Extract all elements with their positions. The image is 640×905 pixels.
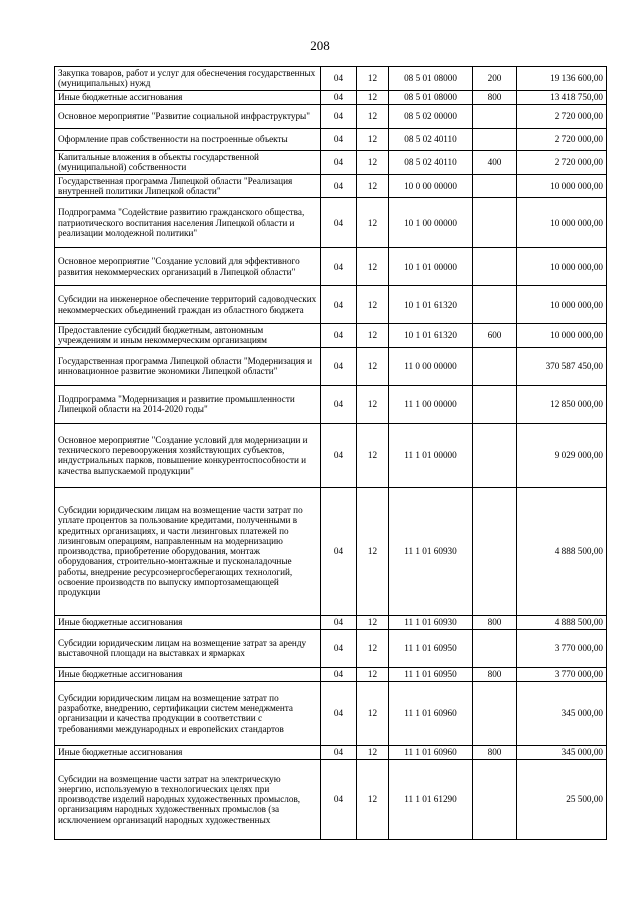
ved-code-cell: 04 bbox=[321, 104, 357, 128]
table-row bbox=[55, 150, 607, 174]
amount-cell: 3 770 000,00 bbox=[517, 629, 607, 667]
ved-code-cell: 04 bbox=[321, 745, 357, 759]
budget-table bbox=[54, 66, 607, 840]
table-row bbox=[55, 629, 607, 667]
amount-cell: 2 720 000,00 bbox=[517, 150, 607, 174]
table-row bbox=[55, 174, 607, 198]
target-article-cell: 11 1 01 61290 bbox=[389, 759, 473, 839]
subsection-code-cell: 12 bbox=[357, 681, 389, 745]
row-name-cell: Субсидии юридическим лицам на возмещение затрат за аренду выставочной площади на выставках и ярмарках bbox=[55, 629, 321, 667]
table-row bbox=[55, 90, 607, 104]
row-name-cell: Иные бюджетные ассигнования bbox=[55, 615, 321, 629]
subsection-code-cell: 12 bbox=[357, 286, 389, 324]
expense-type-cell bbox=[473, 174, 517, 198]
subsection-code-cell: 12 bbox=[357, 487, 389, 615]
table-row bbox=[55, 198, 607, 248]
amount-cell: 25 500,00 bbox=[517, 759, 607, 839]
row-name-cell: Основное мероприятие "Создание условий для эффективного развития некоммерческих организаций в Липецкой области" bbox=[55, 248, 321, 286]
target-article-cell: 11 1 00 00000 bbox=[389, 385, 473, 423]
subsection-code-cell: 12 bbox=[357, 174, 389, 198]
row-name-cell: Субсидии на возмещение части затрат на электрическую энергию, используемую в технологических целях при производстве изделий народных художественных промыслов, организациям народных художественных промыслов (за исключением организаций народных художественных bbox=[55, 759, 321, 839]
target-article-cell: 10 1 01 00000 bbox=[389, 248, 473, 286]
row-name-cell: Подпрограмма "Содействие развитию гражданского общества, патриотического воспитания населения Липецкой области и реализации молодежной политики" bbox=[55, 198, 321, 248]
expense-type-cell: 800 bbox=[473, 90, 517, 104]
row-name-cell: Основное мероприятие "Создание условий для модернизации и технического перевооружения хозяйствующих субъектов, индустриальных парков, повышение конкурентоспособности и качества выпускаемой продукции" bbox=[55, 423, 321, 487]
target-article-cell: 11 1 01 60950 bbox=[389, 629, 473, 667]
ved-code-cell: 04 bbox=[321, 487, 357, 615]
ved-code-cell: 04 bbox=[321, 150, 357, 174]
amount-cell: 9 029 000,00 bbox=[517, 423, 607, 487]
table-row bbox=[55, 681, 607, 745]
row-name-cell: Предоставление субсидий бюджетным, автономным учреждениям и иным некоммерческим организациям bbox=[55, 324, 321, 348]
target-article-cell: 08 5 01 08000 bbox=[389, 90, 473, 104]
target-article-cell: 08 5 02 40110 bbox=[389, 150, 473, 174]
expense-type-cell: 800 bbox=[473, 745, 517, 759]
ved-code-cell: 04 bbox=[321, 286, 357, 324]
ved-code-cell: 04 bbox=[321, 347, 357, 385]
table-row bbox=[55, 347, 607, 385]
subsection-code-cell: 12 bbox=[357, 745, 389, 759]
expense-type-cell bbox=[473, 759, 517, 839]
target-article-cell: 08 5 02 00000 bbox=[389, 104, 473, 128]
subsection-code-cell: 12 bbox=[357, 667, 389, 681]
amount-cell: 10 000 000,00 bbox=[517, 198, 607, 248]
expense-type-cell bbox=[473, 423, 517, 487]
target-article-cell: 11 0 00 00000 bbox=[389, 347, 473, 385]
subsection-code-cell: 12 bbox=[357, 104, 389, 128]
table-row bbox=[55, 487, 607, 615]
amount-cell: 10 000 000,00 bbox=[517, 174, 607, 198]
table-row bbox=[55, 248, 607, 286]
target-article-cell: 11 1 01 60960 bbox=[389, 681, 473, 745]
amount-cell: 345 000,00 bbox=[517, 745, 607, 759]
subsection-code-cell: 12 bbox=[357, 150, 389, 174]
table-row bbox=[55, 423, 607, 487]
amount-cell: 2 720 000,00 bbox=[517, 104, 607, 128]
ved-code-cell: 04 bbox=[321, 248, 357, 286]
subsection-code-cell: 12 bbox=[357, 324, 389, 348]
ved-code-cell: 04 bbox=[321, 128, 357, 150]
amount-cell: 4 888 500,00 bbox=[517, 615, 607, 629]
ved-code-cell: 04 bbox=[321, 615, 357, 629]
subsection-code-cell: 12 bbox=[357, 347, 389, 385]
subsection-code-cell: 12 bbox=[357, 128, 389, 150]
ved-code-cell: 04 bbox=[321, 629, 357, 667]
expense-type-cell bbox=[473, 681, 517, 745]
amount-cell: 3 770 000,00 bbox=[517, 667, 607, 681]
table-row bbox=[55, 67, 607, 91]
amount-cell: 4 888 500,00 bbox=[517, 487, 607, 615]
table-row bbox=[55, 385, 607, 423]
amount-cell: 370 587 450,00 bbox=[517, 347, 607, 385]
target-article-cell: 10 0 00 00000 bbox=[389, 174, 473, 198]
amount-cell: 10 000 000,00 bbox=[517, 286, 607, 324]
row-name-cell: Иные бюджетные ассигнования bbox=[55, 90, 321, 104]
table-row bbox=[55, 128, 607, 150]
table-row bbox=[55, 759, 607, 839]
row-name-cell: Субсидии юридическим лицам на возмещение затрат по разработке, внедрению, сертификации систем менеджмента организации и качества продукции в соответствии с требованиями международных и европейских стандартов bbox=[55, 681, 321, 745]
expense-type-cell: 800 bbox=[473, 667, 517, 681]
expense-type-cell bbox=[473, 286, 517, 324]
row-name-cell: Основное мероприятие "Развитие социальной инфраструктуры" bbox=[55, 104, 321, 128]
expense-type-cell: 200 bbox=[473, 67, 517, 91]
expense-type-cell bbox=[473, 104, 517, 128]
subsection-code-cell: 12 bbox=[357, 759, 389, 839]
target-article-cell: 10 1 01 61320 bbox=[389, 324, 473, 348]
target-article-cell: 10 1 00 00000 bbox=[389, 198, 473, 248]
subsection-code-cell: 12 bbox=[357, 67, 389, 91]
expense-type-cell: 400 bbox=[473, 150, 517, 174]
subsection-code-cell: 12 bbox=[357, 248, 389, 286]
target-article-cell: 08 5 02 40110 bbox=[389, 128, 473, 150]
row-name-cell: Субсидии на инженерное обеспечение территорий садоводческих некоммерческих объединений граждан из областного бюджета bbox=[55, 286, 321, 324]
expense-type-cell: 800 bbox=[473, 615, 517, 629]
expense-type-cell bbox=[473, 347, 517, 385]
expense-type-cell bbox=[473, 248, 517, 286]
ved-code-cell: 04 bbox=[321, 759, 357, 839]
row-name-cell: Оформление прав собственности на построенные объекты bbox=[55, 128, 321, 150]
expense-type-cell bbox=[473, 487, 517, 615]
ved-code-cell: 04 bbox=[321, 198, 357, 248]
amount-cell: 13 418 750,00 bbox=[517, 90, 607, 104]
amount-cell: 345 000,00 bbox=[517, 681, 607, 745]
subsection-code-cell: 12 bbox=[357, 385, 389, 423]
amount-cell: 19 136 600,00 bbox=[517, 67, 607, 91]
subsection-code-cell: 12 bbox=[357, 423, 389, 487]
row-name-cell: Государственная программа Липецкой области "Реализация внутренней политики Липецкой области" bbox=[55, 174, 321, 198]
ved-code-cell: 04 bbox=[321, 90, 357, 104]
expense-type-cell bbox=[473, 198, 517, 248]
row-name-cell: Иные бюджетные ассигнования bbox=[55, 745, 321, 759]
ved-code-cell: 04 bbox=[321, 385, 357, 423]
ved-code-cell: 04 bbox=[321, 67, 357, 91]
row-name-cell: Капитальные вложения в объекты государственной (муниципальной) собственности bbox=[55, 150, 321, 174]
subsection-code-cell: 12 bbox=[357, 615, 389, 629]
target-article-cell: 11 1 01 60930 bbox=[389, 615, 473, 629]
target-article-cell: 11 1 01 00000 bbox=[389, 423, 473, 487]
subsection-code-cell: 12 bbox=[357, 198, 389, 248]
row-name-cell: Государственная программа Липецкой области "Модернизация и инновационное развитие экономики Липецкой области" bbox=[55, 347, 321, 385]
ved-code-cell: 04 bbox=[321, 667, 357, 681]
ved-code-cell: 04 bbox=[321, 324, 357, 348]
target-article-cell: 10 1 01 61320 bbox=[389, 286, 473, 324]
row-name-cell: Субсидии юридическим лицам на возмещение части затрат по уплате процентов за пользование кредитами, полученными в кредитных организациях, и части лизинговых платежей по лизинговым операциям, направленным на модернизацию производства, приобретение оборудования, монтаж оборудования, строительно-монтажные и пусконаладочные работы, внедрение ресурсоэнергосберегающих технологий, освоение производств по выпуску импортозамещающей продукции bbox=[55, 487, 321, 615]
table-row bbox=[55, 324, 607, 348]
expense-type-cell bbox=[473, 385, 517, 423]
ved-code-cell: 04 bbox=[321, 681, 357, 745]
target-article-cell: 11 1 01 60960 bbox=[389, 745, 473, 759]
table-row bbox=[55, 104, 607, 128]
expense-type-cell bbox=[473, 128, 517, 150]
amount-cell: 12 850 000,00 bbox=[517, 385, 607, 423]
table-row bbox=[55, 667, 607, 681]
amount-cell: 2 720 000,00 bbox=[517, 128, 607, 150]
amount-cell: 10 000 000,00 bbox=[517, 324, 607, 348]
page-number: 208 bbox=[310, 38, 330, 53]
expense-type-cell bbox=[473, 629, 517, 667]
row-name-cell: Иные бюджетные ассигнования bbox=[55, 667, 321, 681]
table-row bbox=[55, 286, 607, 324]
row-name-cell: Подпрограмма "Модернизация и развитие промышленности Липецкой области на 2014-2020 годы" bbox=[55, 385, 321, 423]
subsection-code-cell: 12 bbox=[357, 90, 389, 104]
row-name-cell: Закупка товаров, работ и услуг для обеснечения государственных (муниципальных) нужд bbox=[55, 67, 321, 91]
ved-code-cell: 04 bbox=[321, 423, 357, 487]
expense-type-cell: 600 bbox=[473, 324, 517, 348]
table-row bbox=[55, 615, 607, 629]
subsection-code-cell: 12 bbox=[357, 629, 389, 667]
target-article-cell: 08 5 01 08000 bbox=[389, 67, 473, 91]
table-row bbox=[55, 745, 607, 759]
target-article-cell: 11 1 01 60930 bbox=[389, 487, 473, 615]
target-article-cell: 11 1 01 60950 bbox=[389, 667, 473, 681]
ved-code-cell: 04 bbox=[321, 174, 357, 198]
amount-cell: 10 000 000,00 bbox=[517, 248, 607, 286]
